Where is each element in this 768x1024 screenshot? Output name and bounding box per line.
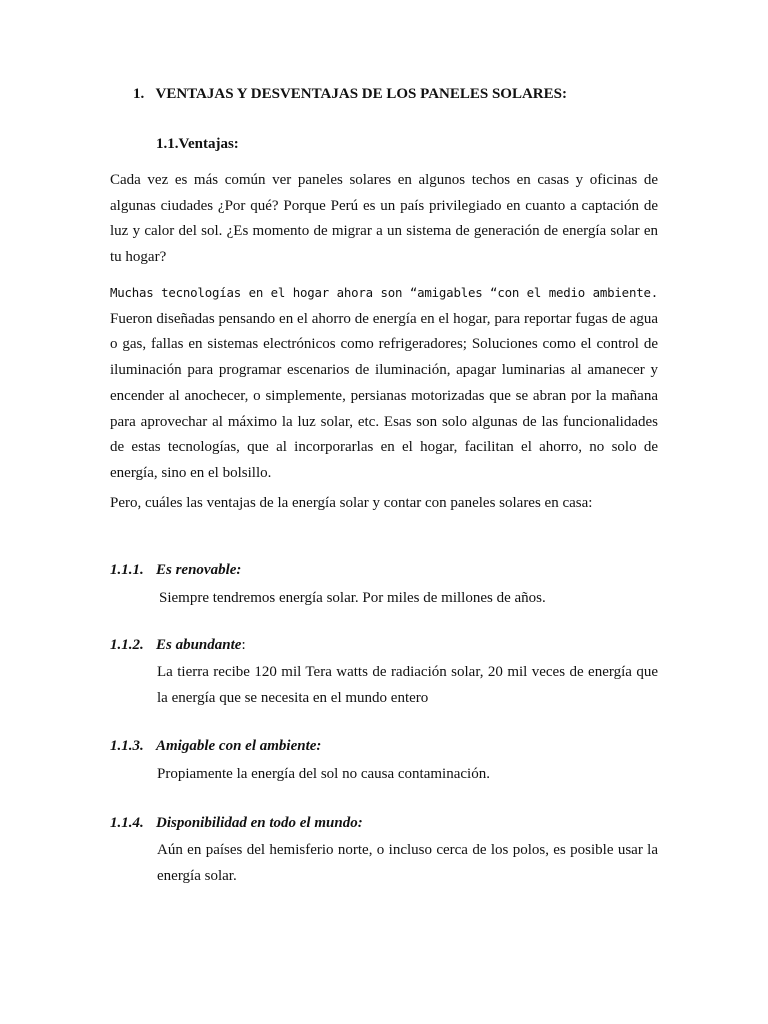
section-heading-number: 1. xyxy=(133,86,145,102)
advantage-number: 1.1.3. xyxy=(110,738,144,754)
advantages-intro-paragraph: Pero, cuáles las ventajas de la energía solar y contar con paneles solares en casa: xyxy=(110,495,593,511)
advantage-title-suffix: : xyxy=(241,637,246,653)
technology-paragraph-lead: Muchas tecnologías en el hogar ahora son “amigables “con el medio ambiente. xyxy=(110,285,658,300)
advantage-number: 1.1.1. xyxy=(110,562,144,578)
advantage-heading xyxy=(110,637,246,654)
advantage-body: Propiamente la energía del sol no causa contaminación. xyxy=(157,766,490,782)
subsection-heading-number: 1.1. xyxy=(156,136,179,152)
section-heading xyxy=(133,86,567,103)
advantage-title: Disponibilidad en todo el mundo: xyxy=(156,815,363,831)
technology-paragraph xyxy=(110,280,658,487)
advantage-number: 1.1.4. xyxy=(110,815,144,831)
subsection-heading xyxy=(156,136,239,153)
advantage-number: 1.1.2. xyxy=(110,637,144,653)
advantage-title: Amigable con el ambiente: xyxy=(156,738,322,754)
advantage-title: Es abundante xyxy=(156,637,242,653)
advantage-body: La tierra recibe 120 mil Tera watts de radiación solar, 20 mil veces de energía que la energía que se necesita en el mundo entero xyxy=(157,664,658,706)
advantage-heading xyxy=(110,815,363,832)
technology-paragraph-rest: Fueron diseñadas pensando en el ahorro de energía en el hogar, para reportar fugas de agua o gas, fallas en sistemas electrónicos como refrigeradores; Soluciones como el control de iluminación para programar escenarios de iluminación, apagar luminarias al amanecer y encender al anochecer, o simplemente, persianas motorizadas que se abran por la mañana para aprovechar al máximo la luz solar, etc. Esas son solo algunas de las funcionalidades de estas tecnologías, que al incorporarlas en el hogar, facilitan el ahorro, no solo de energía, sino en el bolsillo. xyxy=(110,310,658,481)
intro-paragraph: Cada vez es más común ver paneles solares en algunos techos en casas y oficinas de algunas ciudades ¿Por qué? Porque Perú es un país privilegiado en cuanto a captación de luz y calor del sol. ¿Es momento de migrar a un sistema de generación de energía solar en tu hogar? xyxy=(110,172,658,266)
section-heading-title: VENTAJAS Y DESVENTAJAS DE LOS PANELES SOLARES: xyxy=(155,86,567,102)
advantage-body: Siempre tendremos energía solar. Por miles de millones de años. xyxy=(159,590,546,606)
advantage-title: Es renovable: xyxy=(156,562,242,578)
subsection-heading-title: Ventajas: xyxy=(178,136,239,152)
advantage-body: Aún en países del hemisferio norte, o incluso cerca de los polos, es posible usar la energía solar. xyxy=(157,842,658,884)
advantage-heading xyxy=(110,562,241,579)
advantage-heading xyxy=(110,738,321,755)
